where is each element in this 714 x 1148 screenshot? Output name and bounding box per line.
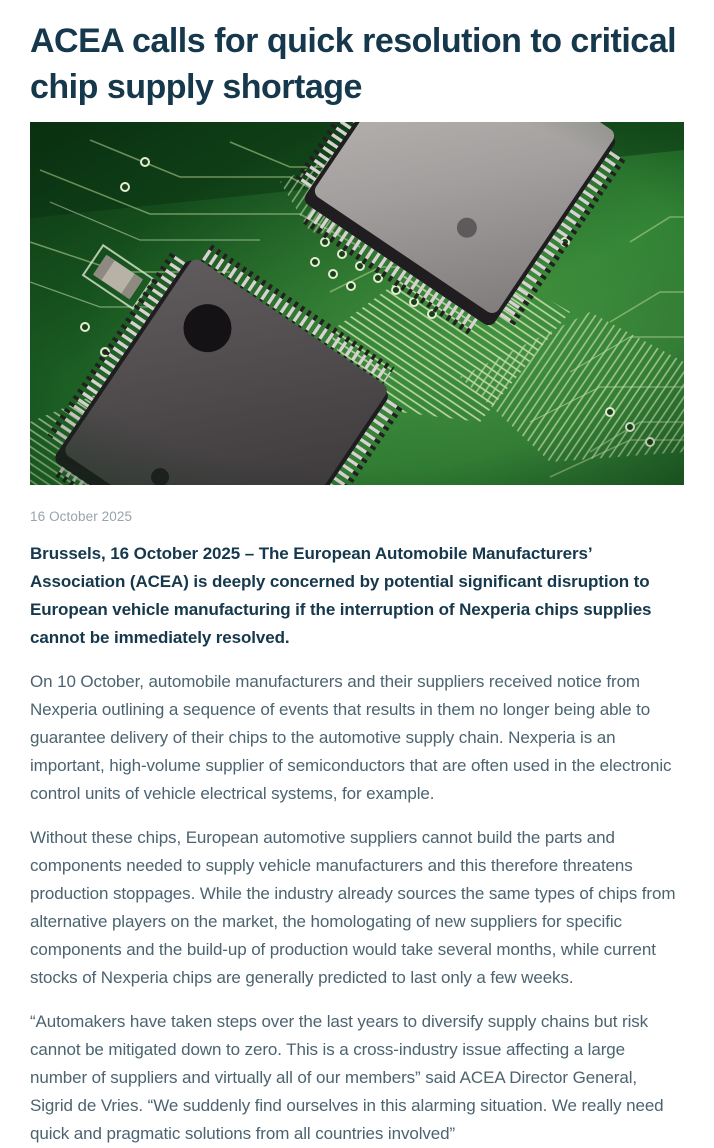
article-date: 16 October 2025 <box>30 509 133 524</box>
article-paragraph: “Automakers have taken steps over the last years to diversify supply chains but risk cannot be mitigated down to zero. This is a cross-industry issue affecting a large number of suppliers and virtually all of our members” said ACEA Director General, Sigrid de Vries. “We suddenly find ourselves in this alarming situation. We really need quick and pragmatic solutions from all countries involved” <box>30 1012 664 1143</box>
article-paragraph: On 10 October, automobile manufacturers and their suppliers received notice from Nexperia outlining a sequence of events that results in them no longer being able to guarantee delivery of their chips to the automotive supply chain. Nexperia is an important, high-volume supplier of semiconductors that are often used in the electronic control units of vehicle electrical systems, for example. <box>30 672 672 803</box>
hero-image <box>30 122 684 485</box>
circuit-board-image <box>30 122 684 485</box>
article-paragraph: Without these chips, European automotive suppliers cannot build the parts and components needed to supply vehicle manufacturers and this therefore threatens production stoppages. While the industry already sources the same types of chips from alternative players on the market, the homologating of new suppliers for specific components and the build-up of production would take several months, while current stocks of Nexperia chips are generally predicted to last only a few weeks. <box>30 828 676 987</box>
article-title: ACEA calls for quick resolution to critical chip supply shortage <box>30 22 677 106</box>
article-lead-paragraph: Brussels, 16 October 2025 – The European Automobile Manufacturers’ Association (ACEA) is deeply concerned by potential significant disruption to European vehicle manufacturing if the interruption of Nexperia chips supplies cannot be immediately resolved. <box>30 544 652 647</box>
article <box>30 0 684 1148</box>
